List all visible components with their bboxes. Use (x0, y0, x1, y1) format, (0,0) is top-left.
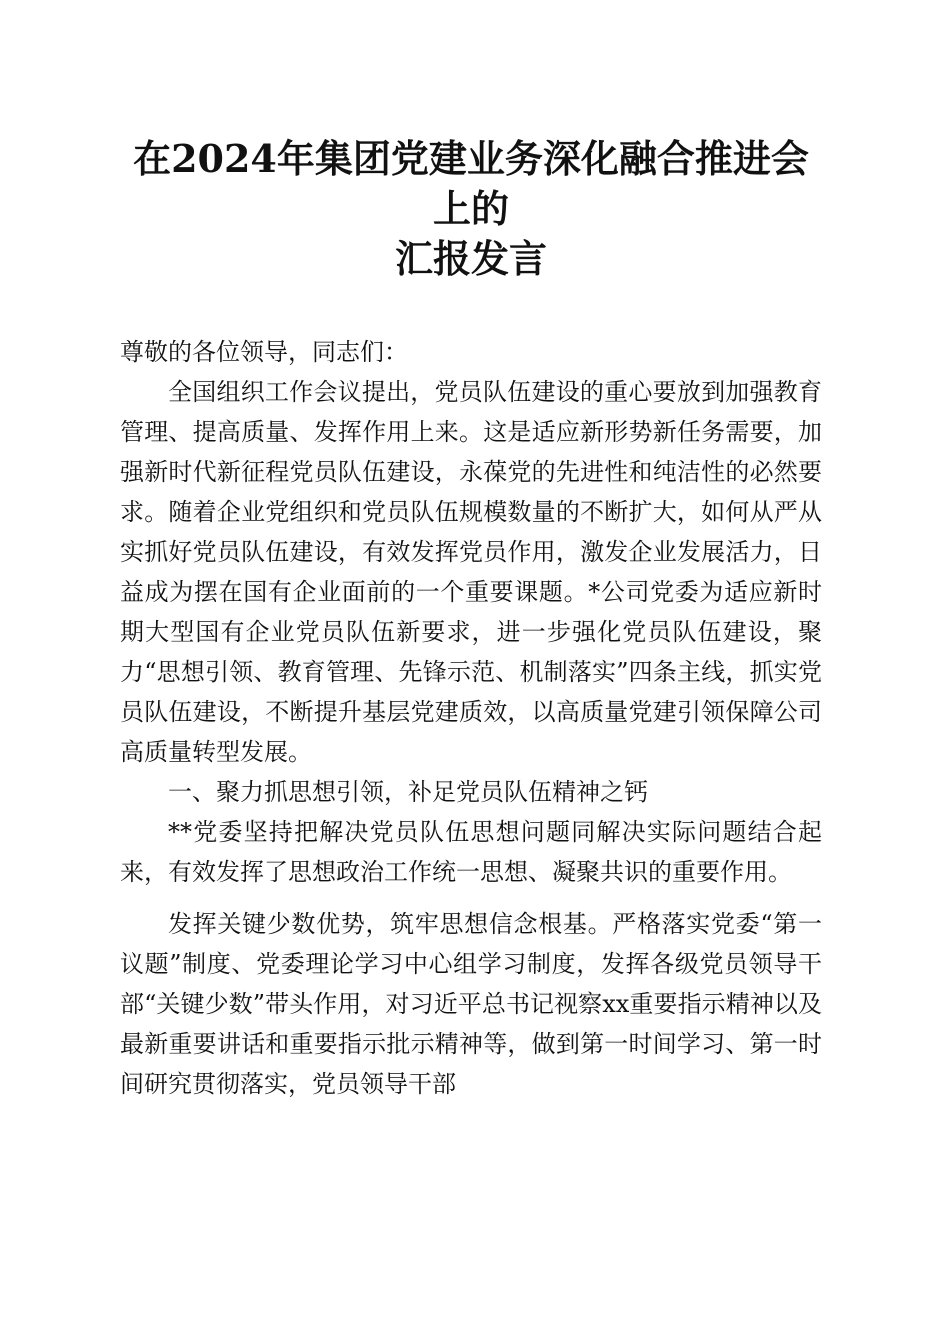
section-1-paragraph-2: 发挥关键少数优势，筑牢思想信念根基。严格落实党委“第一议题”制度、党委理论学习中心组学习制度，发挥各级党员领导干部“关键少数”带头作用，对习近平总书记视察xx重要指示精神以及最新重要讲话和重要指示批示精神等，做到第一时间学习、第一时间研究贯彻落实，党员领导干部 (120, 910, 822, 1098)
title-line-1: 在2024年集团党建业务深化融合推进会上的 (133, 136, 809, 231)
section-1-heading: 一、聚力抓思想引领，补足党员队伍精神之钙 (168, 778, 648, 806)
intro-paragraph: 全国组织工作会议提出，党员队伍建设的重心要放到加强教育管理、提高质量、发挥作用上来。这是适应新形势新任务需要，加强新时代新征程党员队伍建设，永葆党的先进性和纯洁性的必然要求。随着企业党组织和党员队伍规模数量的不断扩大，如何从严从实抓好党员队伍建设，有效发挥党员作用，激发企业发展活力，日益成为摆在国有企业面前的一个重要课题。*公司党委为适应新时期大型国有企业党员队伍新要求，进一步强化党员队伍建设，聚力“思想引领、教育管理、先锋示范、机制落实”四条主线，抓实党员队伍建设，不断提升基层党建质效，以高质量党建引领保障公司高质量转型发展。 (120, 378, 822, 766)
salutation: 尊敬的各位领导，同志们： (120, 338, 408, 366)
document-body (120, 332, 822, 1104)
document-page (120, 134, 822, 1104)
title-line-2: 汇报发言 (394, 236, 547, 281)
section-1-paragraph-1: **党委坚持把解决党员队伍思想问题同解决实际问题结合起来，有效发挥了思想政治工作统一思想、凝聚共识的重要作用。 (120, 818, 822, 886)
document-title (120, 134, 822, 284)
